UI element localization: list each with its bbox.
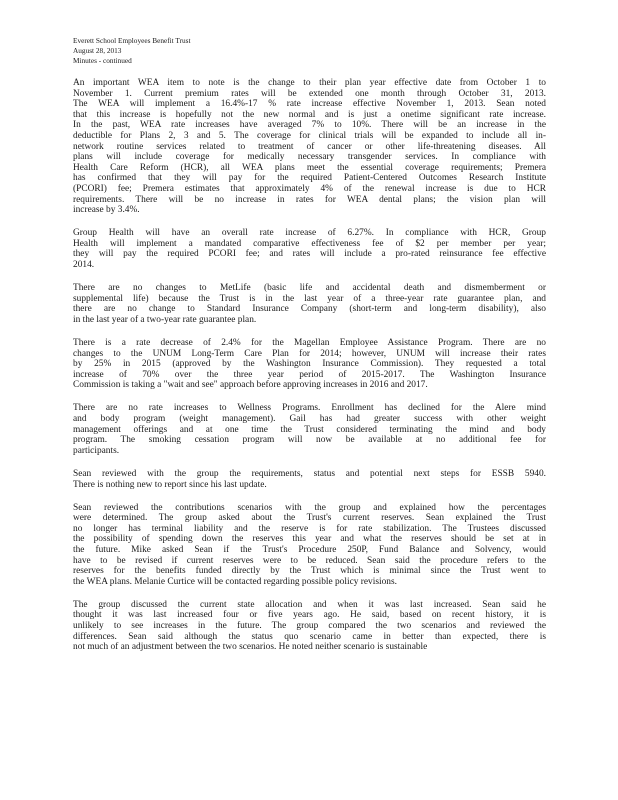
paragraph-line: increase by 3.4%. — [73, 205, 140, 216]
paragraph-line: Sean reviewed the contributions scenarios with the group and explained how the percentages — [73, 502, 546, 513]
paragraph-line: changes to the UNUM Long-Term Care Plan for 2014; however, UNUM will increase their rates — [73, 348, 546, 359]
paragraph-line: the possibility of spending down the reserves this year and what the reserves should be set at in — [73, 534, 546, 545]
paragraph-line: supplemental life) because the Trust is in the last year of a three-year rate guarantee plan, and — [73, 293, 546, 304]
paragraph-line: there are no change to Standard Insurance Company (short-term and long-term disability), also — [73, 304, 546, 315]
paragraph-line: participants. — [73, 445, 120, 456]
header-organization: Everett School Employees Benefit Trust — [73, 36, 191, 45]
paragraph-line: have to be revised if current reserves were to be reduced. Sean said the procedure refers to the — [73, 555, 546, 566]
paragraph-line: has confirmed that they will pay for the required Patient-Centered Outcomes Research Institute — [73, 173, 546, 184]
paragraph-line: Group Health will have an overall rate increase of 6.27%. In compliance with HCR, Group — [73, 228, 546, 239]
paragraph-line: no longer has terminal liability and the reserve is for rate stabilization. The Trustees discussed — [73, 523, 546, 534]
header-date: August 28, 2013 — [73, 46, 122, 55]
minutes-body — [73, 78, 546, 653]
paragraph-line: requirements. There will be no increase in rates for WEA dental plans; the vision plan will — [73, 194, 546, 205]
paragraph-line: Sean reviewed with the group the requirements, status and potential next steps for ESSB 5940. — [73, 468, 546, 479]
paragraph-line: plans will include coverage for medically necessary transgender services. In compliance with — [73, 152, 546, 163]
paragraph-line: unlikely to see increases in the future. The group compared the two scenarios and reviewed the — [73, 621, 546, 632]
paragraph — [73, 503, 546, 588]
paragraph-line: network routine services related to treatment of cancer or other life-threatening diseases. All — [73, 141, 546, 152]
paragraph-line: the future. Mike asked Sean if the Trust's Procedure 250P, Fund Balance and Solvency, would — [73, 544, 546, 555]
paragraph-line: deductible for Plans 2, 3 and 5. The coverage for clinical trials will be expanded to include all in- — [73, 130, 546, 141]
paragraph-line: There is a rate decrease of 2.4% for the Magellan Employee Assistance Program. There are no — [73, 337, 546, 348]
paragraph-line: An important WEA item to note is the change to their plan year effective date from October 1 to — [73, 78, 546, 88]
paragraph — [73, 600, 546, 653]
paragraph — [73, 78, 546, 216]
paragraph-line: The group discussed the current state allocation and when it was last increased. Sean said he — [73, 599, 546, 610]
paragraph-line: thought it was last increased four or five years ago. He said, based on recent history, it is — [73, 610, 546, 621]
paragraph-line: Commission is taking a "wait and see" approach before approving increases in 2016 and 2017. — [73, 380, 428, 391]
paragraph-line: The WEA will implement a 16.4%-17 % rate increase effective November 1, 2013. Sean noted — [73, 99, 546, 110]
paragraph — [73, 403, 546, 456]
paragraph-line: differences. Sean said although the status quo scenario came in better than expected, there is — [73, 631, 546, 642]
paragraph-line: in the last year of a two-year rate guarantee plan. — [73, 314, 257, 325]
paragraph-line: not much of an adjustment between the two scenarios. He noted neither scenario is sustainable — [73, 642, 428, 653]
paragraph-line: they will pay the required PCORI fee; and rates will include a pro-rated reinsurance fee effective — [73, 249, 546, 260]
paragraph-line: were determined. The group asked about the Trust's current reserves. Sean explained the Trust — [73, 513, 546, 524]
paragraph-line: (PCORI) fee; Premera estimates that approximately 4% of the renewal increase is due to HCR — [73, 183, 546, 194]
paragraph-line: increase of 70% over the three year period of 2015-2017. The Washington Insurance — [73, 369, 546, 380]
paragraph-line: There is nothing new to report since his last update. — [73, 479, 267, 490]
paragraph-line: program. The smoking cessation program will now be available at no additional fee for — [73, 435, 546, 446]
paragraph-line: In the past, WEA rate increases have averaged 7% to 10%. There will be an increase in the — [73, 120, 546, 131]
paragraph-line: November 1. Current premium rates will be extended one month through October 31, 2013. — [73, 88, 546, 99]
paragraph-line: reserves for the benefits funded directly by the Trust which is minimal since the Trust went to — [73, 566, 546, 577]
paragraph-line: There are no changes to MetLife (basic life and accidental death and dismemberment or — [73, 283, 546, 294]
paragraph — [73, 228, 546, 270]
paragraph-line: 2014. — [73, 260, 95, 270]
paragraph-line: by 25% in 2015 (approved by the Washington Insurance Commission). They requested a total — [73, 359, 546, 370]
paragraph — [73, 283, 546, 325]
paragraph-line: Health Care Reform (HCR), all WEA plans meet the essential coverage requirements; Premera — [73, 162, 546, 173]
paragraph — [73, 469, 546, 490]
paragraph-line: and body program (weight management). Gail has had greater success with other weight — [73, 414, 546, 425]
header-minutes-continued: Minutes - continued — [73, 56, 132, 65]
paragraph-line: Health will implement a mandated comparative effectiveness fee of $2 per member per year; — [73, 238, 546, 249]
paragraph — [73, 338, 546, 391]
paragraph-line: management offerings and at one time the Trust considered terminating the mind and body — [73, 424, 546, 435]
minutes-header — [73, 36, 546, 66]
paragraph-line: that this increase is hopefully not the new normal and is just a onetime significant rate increase. — [73, 109, 546, 120]
paragraph-line: There are no rate increases to Wellness Programs. Enrollment has declined for the Alere mind — [73, 403, 546, 414]
paragraph-line: the WEA plans. Melanie Curtice will be contacted regarding possible policy revisions. — [73, 576, 397, 587]
